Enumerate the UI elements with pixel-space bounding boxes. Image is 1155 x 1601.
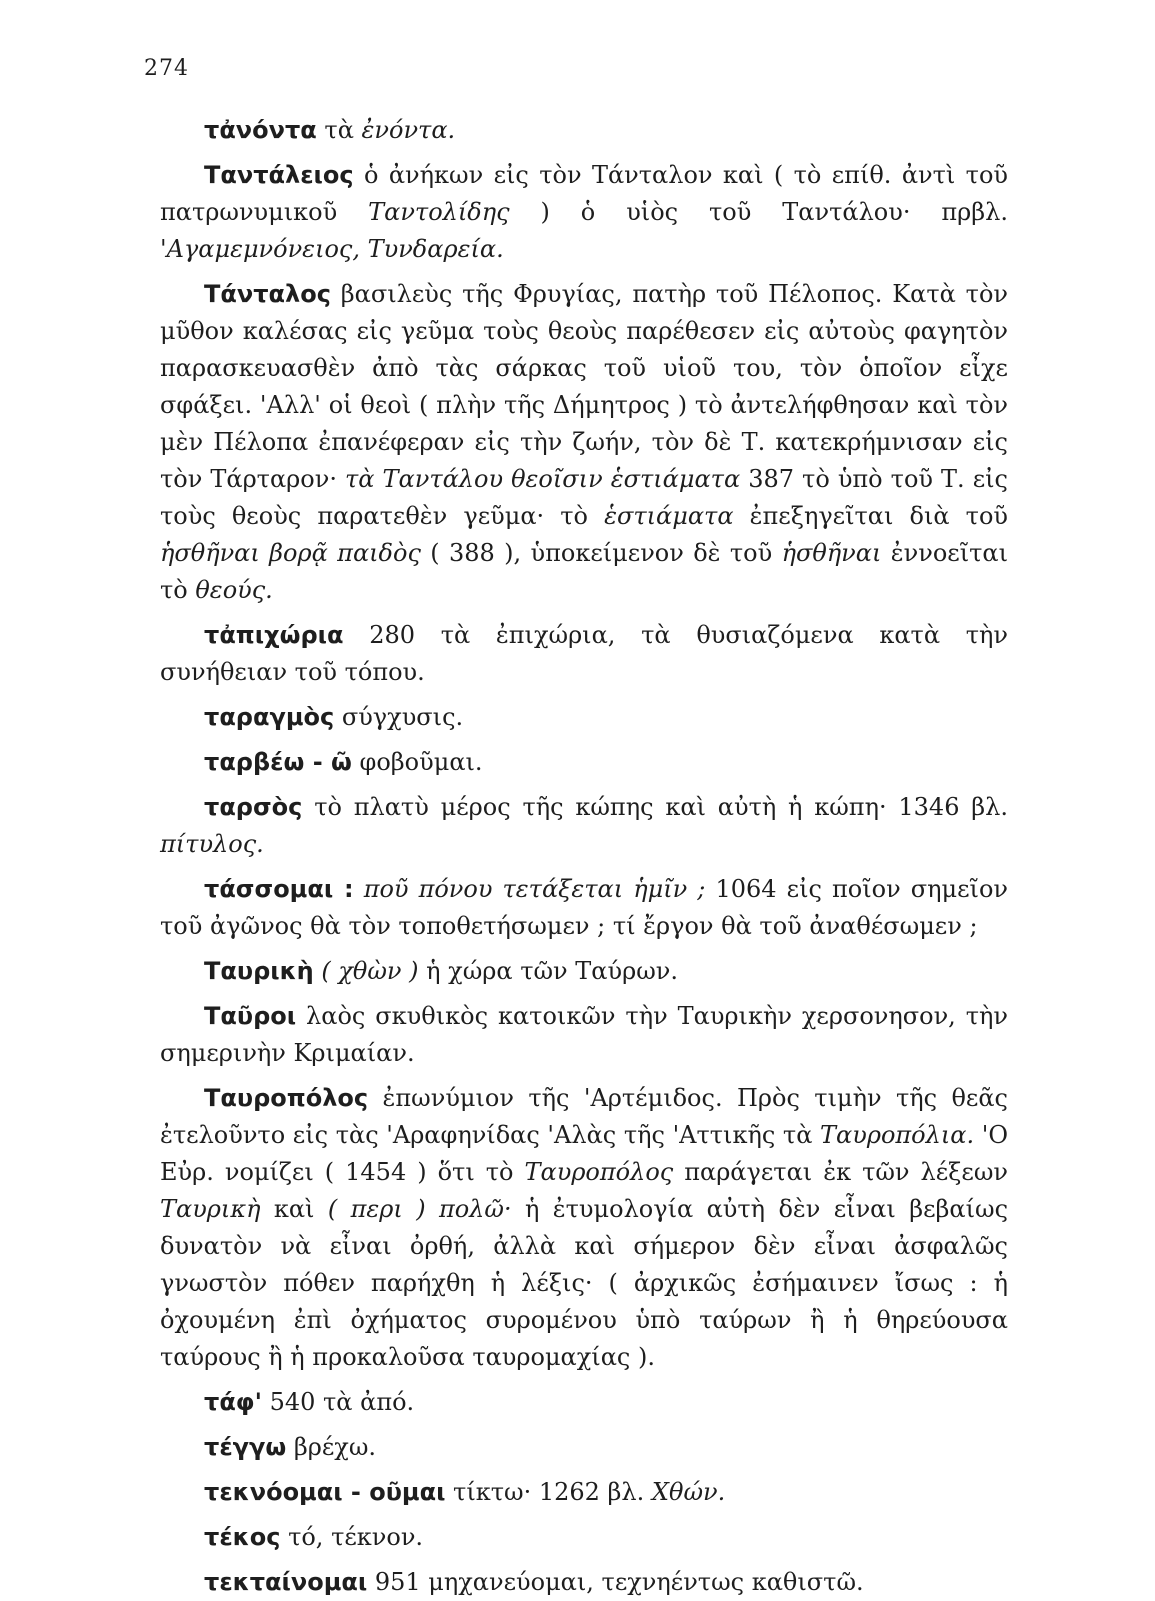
- definition-text: 387 τὸ ὑπὸ τοῦ Τ. εἰς τοὺς θεοὺς παρατεθὲν γεῦμα· τὸ: [160, 465, 1008, 530]
- definition-text: τό, τέκνον.: [280, 1523, 424, 1551]
- glossary-entry: [160, 276, 1008, 609]
- italic-text: ( περι ) πολῶ·: [327, 1195, 512, 1223]
- headword: τεκνόομαι - οῦμαι: [204, 1478, 446, 1506]
- glossary-entry: [160, 617, 1008, 691]
- italic-text: ἡσθῆναι βορᾷ παιδὸς: [160, 539, 421, 567]
- definition-text: 951 μηχανεύομαι, τεχνηέντως καθιστῶ.: [367, 1568, 864, 1596]
- glossary-entry: [160, 1080, 1008, 1376]
- definition-text: 1064 εἰς ποῖον σημεῖον τοῦ ἀγῶνος θὰ τὸν τοποθετήσωμεν ; τί ἔργον θὰ τοῦ ἀναθέσωμεν ;: [160, 875, 1009, 940]
- definition-text: τίκτω· 1262 βλ.: [445, 1478, 652, 1506]
- italic-text: πίτυλος.: [160, 830, 264, 858]
- italic-text: ἐνόντα.: [361, 116, 456, 144]
- headword: Ταῦροι: [204, 1002, 297, 1030]
- italic-text: ποῦ πόνου τετάξεται ἡμῖν ;: [363, 875, 706, 903]
- headword: τἀνόντα: [204, 116, 317, 144]
- italic-text: ἑστιάματα: [604, 502, 734, 530]
- headword: τέκος: [204, 1523, 281, 1551]
- glossary-entry: [160, 953, 1008, 990]
- definition-text: ἐπωνύμιον τῆς 'Αρτέμιδος. Πρὸς τιμὴν τῆς θεᾶς ἐτελοῦντο εἰς τὰς 'Αραφηνίδας 'Αλὰς τῆς 'Αττικῆς τὰ: [160, 1084, 1008, 1149]
- headword: Ταντάλειος: [204, 161, 354, 189]
- headword: τάφ': [204, 1388, 262, 1416]
- definition-text: βρέχω.: [286, 1433, 377, 1461]
- headword: ταρσὸς: [204, 793, 303, 821]
- glossary-entry: [160, 1519, 1008, 1556]
- headword: τἀπιχώρια: [204, 621, 344, 649]
- glossary-entry: [160, 789, 1008, 863]
- glossary-entry: [160, 699, 1008, 736]
- definition-text: ἡ ἐτυμολογία αὐτὴ δὲν εἶναι βεβαίως δυνατὸν νὰ εἶναι ὀρθή, ἀλλὰ καὶ σήμερον δὲν εἶναι ἀσφαλῶς γνωστὸν πόθεν παρήχθη ἡ λέξις· ( ἀρχικῶς ἐσήμαινεν ἴσως : ἡ ὀχουμένη ἐπὶ ὀχήματος συρομένου ὑπὸ ταύρων ἢ ἡ θηρεύουσα ταύρους ἢ ἡ προκαλοῦσα ταυρομαχίας ).: [160, 1195, 1009, 1371]
- headword: ταραγμὸς: [204, 703, 335, 731]
- headword: Τάνταλος: [204, 280, 331, 308]
- definition-text: τὰ: [316, 116, 362, 144]
- italic-text: Ταντολίδης: [368, 198, 510, 226]
- definition-text: τὸ πλατὺ μέρος τῆς κώπης καὶ αὐτὴ ἡ κώπη· 1346 βλ.: [302, 793, 1008, 821]
- definition-text: ( 388 ), ὑποκείμενον δὲ τοῦ: [420, 539, 782, 567]
- glossary-entry: [160, 744, 1008, 781]
- glossary-entry: [160, 871, 1008, 945]
- headword: τάσσομαι :: [204, 875, 354, 903]
- definition-text: ἡ χώρα τῶν Ταύρων.: [418, 957, 678, 985]
- italic-text: θεούς.: [195, 576, 273, 604]
- definition-text: 'Ο Εὐρ. νομίζει ( 1454 ) ὅτι τὸ: [160, 1121, 1008, 1186]
- glossary-entry: [160, 1429, 1008, 1466]
- definition-text: ὁ ἀνήκων εἰς τὸν Τάνταλον καὶ ( τὸ επίθ. ἀντὶ τοῦ πατρωνυμικοῦ: [160, 161, 1008, 226]
- italic-text: ἡσθῆναι: [781, 539, 882, 567]
- glossary-entry: [160, 1474, 1008, 1511]
- headword: Ταυρικὴ: [204, 957, 314, 985]
- headword: τέγγω: [204, 1433, 287, 1461]
- definition-text: ) ὁ υἱὸς τοῦ Ταντάλου· πρβλ.: [509, 198, 1009, 226]
- italic-text: Ταυροπόλια.: [820, 1121, 975, 1149]
- definition-text: [354, 875, 364, 903]
- definition-text: λαὸς σκυθικὸς κατοικῶν τὴν Ταυρικὴν χερσονησον, τὴν σημερινὴν Κριμαίαν.: [160, 1002, 1008, 1067]
- page-number: 274: [144, 56, 189, 81]
- headword: ταρβέω - ῶ: [204, 748, 352, 776]
- definition-text: ἐπεξηγεῖται διὰ τοῦ: [733, 502, 1008, 530]
- glossary-entry: [160, 1564, 1008, 1601]
- italic-text: Ταυροπόλος: [524, 1158, 674, 1186]
- definition-text: βασιλεὺς τῆς Φρυγίας, πατὴρ τοῦ Πέλοπος. Κατὰ τὸν μῦθον καλέσας εἰς γεῦμα τοὺς θεοὺς παρέθεσεν εἰς αὐτοὺς φαγητὸν παρασκευασθὲν ἀπὸ τὰς σάρκας τοῦ υἱοῦ του, τὸν ὁποῖον εἶχε σφάξει. 'Αλλ' οἱ θεοὶ ( πλὴν τῆς Δήμητρος ) τὸ ἀντελήφθησαν καὶ τὸν μὲν Πέλοπα ἐπανέφεραν εἰς τὴν ζωήν, τὸν δὲ Τ. κατεκρήμνισαν εἰς τὸν Τάρταρον·: [160, 280, 1008, 493]
- italic-text: Ταυρικὴ: [160, 1195, 261, 1223]
- glossary-entries: [160, 112, 1008, 1601]
- definition-text: παράγεται ἐκ τῶν λέξεων: [673, 1158, 1008, 1186]
- definition-text: 280 τὰ ἐπιχώρια, τὰ θυσιαζόμενα κατὰ τὴν συνήθειαν τοῦ τόπου.: [160, 621, 1008, 686]
- definition-text: φοβοῦμαι.: [351, 748, 483, 776]
- glossary-entry: [160, 157, 1008, 268]
- italic-text: 'Αγαμεμνόνειος, Τυνδαρεία.: [160, 235, 504, 263]
- definition-text: ἐννοεῖται τὸ: [160, 539, 1009, 604]
- glossary-entry: [160, 998, 1008, 1072]
- definition-text: καὶ: [260, 1195, 328, 1223]
- glossary-entry: [160, 112, 1008, 149]
- headword: τεκταίνομαι: [204, 1568, 368, 1596]
- italic-text: ( χθὼν ): [321, 957, 419, 985]
- glossary-entry: [160, 1384, 1008, 1421]
- italic-text: τὰ Ταντάλου θεοῖσιν ἑστιάματα: [344, 465, 741, 493]
- definition-text: σύγχυσις.: [334, 703, 464, 731]
- definition-text: 540 τὰ ἀπό.: [261, 1388, 415, 1416]
- headword: Ταυροπόλος: [204, 1084, 369, 1112]
- italic-text: Χθών.: [651, 1478, 726, 1506]
